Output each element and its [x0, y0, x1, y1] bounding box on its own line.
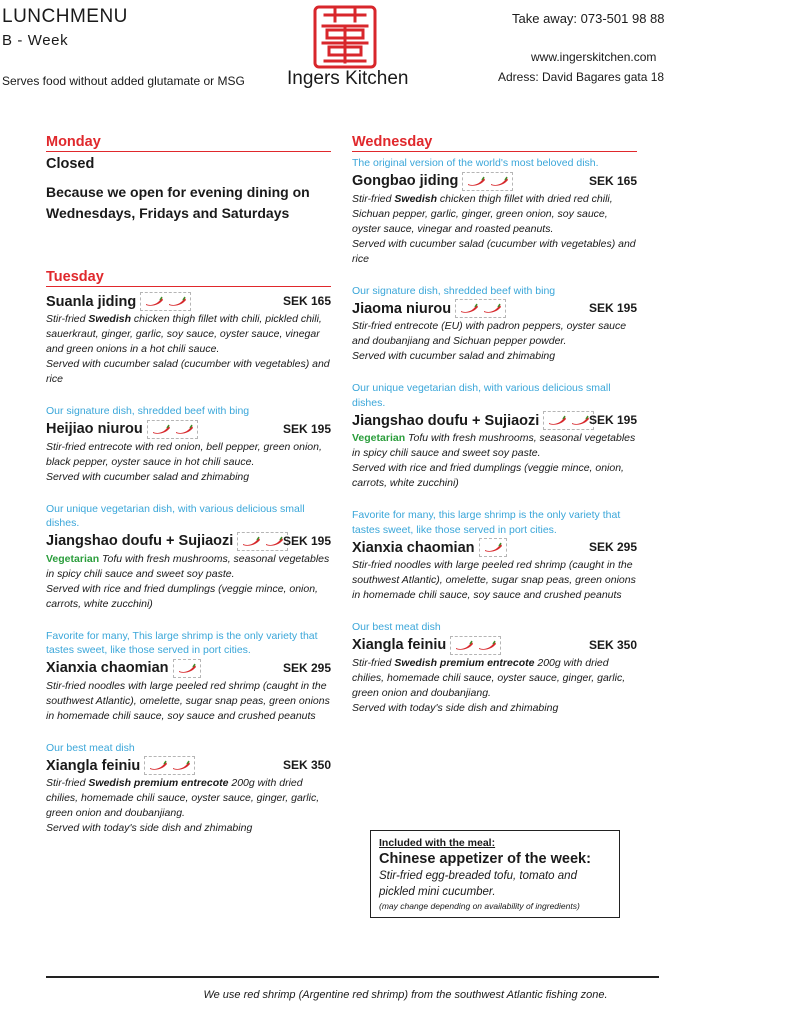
dish-header	[352, 635, 637, 656]
chili-icon	[547, 415, 567, 426]
msg-note: Serves food without added glutamate or MSG	[2, 74, 245, 88]
monday-note: Because we open for evening dining on Wednesdays, Fridays and Saturdays	[46, 184, 310, 221]
chili-icon	[177, 663, 197, 674]
dish-header	[46, 419, 331, 440]
dish-header	[352, 171, 637, 192]
day-heading-tuesday: Tuesday	[46, 269, 331, 287]
dish-tagline: Our unique vegetarian dish, with various delicious small dishes.	[352, 382, 611, 409]
address: Adress: David Bagares gata 18	[498, 70, 665, 84]
dish-price: SEK 165	[282, 294, 331, 308]
chili-icon	[459, 303, 479, 314]
dish-item	[46, 502, 331, 612]
dish-tagline: Our signature dish, shredded beef with bing	[352, 284, 556, 297]
dish-price: SEK 195	[282, 533, 331, 548]
dish-tagline: Favorite for many, this large shrimp is the only variety that tastes sweet, like those served in port cities.	[352, 509, 621, 536]
chili-icon	[241, 536, 261, 547]
spice-level	[144, 756, 195, 775]
dish-header	[46, 291, 331, 312]
dish-name: Suanla jiding	[46, 293, 137, 310]
dish-description: Stir-fried entrecote (EU) with padron peppers, oyster sauce and doubanjiang and Sichuan pepper powder. Served with cucumber salad and zhimabing	[352, 320, 627, 362]
chili-icon	[167, 296, 187, 307]
chili-icon	[454, 640, 474, 651]
chili-icon	[489, 176, 509, 187]
left-column	[46, 134, 331, 853]
spice-level	[455, 299, 506, 318]
dish-description: Vegetarian Tofu with fresh mushrooms, seasonal vegetables in spicy chili sauce and sweet soy paste. Served with rice and fried dumplings (veggie mince, onion, carrots, white zucchini)	[46, 552, 330, 610]
dish-name: Xianxia chaomian	[46, 660, 169, 676]
dish-price: SEK 350	[282, 758, 331, 772]
dish-description: Vegetarian Tofu with fresh mushrooms, seasonal vegetables in spicy chili sauce and sweet soy paste. Served with rice and fried dumplings (veggie mince, onion, carrots, white zucchini)	[352, 432, 636, 489]
dish-header	[352, 537, 637, 558]
dish-header	[352, 410, 637, 431]
spice-level	[479, 538, 507, 557]
day-heading-monday: Monday	[46, 134, 331, 152]
spice-level	[237, 532, 288, 551]
dish-name: Gongbao jiding	[352, 173, 459, 189]
included-label: Included with the meal:	[379, 837, 496, 849]
chili-icon	[148, 760, 168, 771]
dish-price: SEK 295	[588, 540, 637, 554]
dish-header	[46, 658, 331, 679]
dish-description: Stir-fried noodles with large peeled red shrimp (caught in the southwest Atlantic), omelette, sugar snap peas, green onions in homemade chili sauce, soy sauce and crushed peanuts	[352, 559, 636, 601]
dish-description: Stir-fried Swedish chicken thigh fillet with dried red chili, Sichuan pepper, garlic, ginger, green onion, soy sauce, oyster sauce, vinegar and roasted peanuts. Served with cucumber salad (cucumber with vegetables) and rice	[352, 192, 636, 265]
appetizer-note: (may change depending on availability of ingredients)	[379, 901, 580, 911]
chili-icon	[466, 176, 486, 187]
dish-price: SEK 195	[282, 421, 331, 436]
dish-price: SEK 295	[282, 660, 331, 675]
dish-item	[352, 381, 637, 491]
spice-level	[462, 172, 513, 191]
dish-tagline: Our unique vegetarian dish, with various delicious small dishes.	[46, 502, 305, 529]
dish-item	[352, 620, 637, 716]
dish-header	[46, 755, 331, 776]
vegetarian-label: Vegetarian	[352, 432, 406, 444]
dish-name: Heijiao niurou	[46, 421, 143, 437]
appetizer-description: Stir-fried egg-breaded tofu, tomato and pickled mini cucumber.	[379, 870, 577, 898]
dish-name: Xianxia chaomian	[352, 539, 475, 556]
dish-item	[46, 404, 331, 485]
dish-tagline: The original version of the world's most beloved dish.	[352, 157, 599, 169]
chili-icon	[483, 542, 503, 553]
dish-item	[352, 156, 637, 267]
spice-level	[173, 659, 201, 678]
dish-name: Jiangshao doufu + Sujiaozi	[46, 533, 234, 549]
chili-icon	[151, 424, 171, 435]
included-with-meal-box	[370, 830, 620, 918]
spice-level	[140, 292, 191, 311]
dish-name: Jiangshao doufu + Sujiaozi	[352, 412, 540, 429]
dish-name: Jiaoma niurou	[352, 300, 452, 317]
chili-icon	[264, 536, 284, 547]
dish-price: SEK 350	[588, 637, 637, 652]
chili-icon	[570, 415, 590, 426]
dish-tagline: Our best meat dish	[46, 741, 135, 754]
dish-price: SEK 195	[588, 413, 637, 427]
week-label: B - Week	[2, 32, 69, 49]
dish-tagline: Our best meat dish	[352, 621, 441, 633]
footer-note: We use red shrimp (Argentine red shrimp) from the southwest Atlantic fishing zone.	[203, 989, 608, 1001]
website: www.ingerskitchen.com	[531, 50, 657, 64]
menu-title: LUNCHMENU	[2, 6, 128, 27]
dish-item	[46, 629, 331, 724]
dish-name: Xiangla feiniu	[352, 637, 447, 653]
dish-item	[352, 284, 637, 365]
dish-price: SEK 195	[588, 301, 637, 315]
takeaway-phone: Take away: 073-501 98 88	[512, 11, 665, 26]
dish-name: Xiangla feiniu	[46, 757, 141, 774]
dish-header	[352, 298, 637, 319]
chili-icon	[482, 303, 502, 314]
chili-icon	[477, 640, 497, 651]
dish-tagline: Our signature dish, shredded beef with bing	[46, 405, 250, 417]
dish-description: Stir-fried Swedish premium entrecote 200g with dried chilies, homemade chili sauce, oyster sauce, ginger, garlic, green onion and doubanjiang. Served with today's side dish and zhimabing	[46, 777, 320, 834]
dish-description: Stir-fried Swedish chicken thigh fillet with chili, pickled chili, sauerkraut, ginger, garlic, soy sauce, oyster sauce, vinegar and green onions in a hot chili sauce. Served with cucumber salad (cucumber with vegetables) and rice	[46, 313, 330, 385]
restaurant-name: Ingers Kitchen	[287, 68, 409, 89]
chili-icon	[171, 760, 191, 771]
right-column	[352, 134, 637, 733]
chinese-character-seal-logo	[313, 5, 377, 69]
dish-description: Stir-fried Swedish premium entrecote 200g with dried chilies, homemade chili sauce, oyster sauce, ginger, garlic, green onion and doubanjiang. Served with today's side dish and zhimabing	[352, 656, 626, 714]
dish-item	[352, 508, 637, 603]
dish-price: SEK 165	[588, 173, 637, 188]
monday-status: Closed	[46, 156, 95, 172]
dish-description: Stir-fried entrecote with red onion, bell pepper, green onion, black pepper, oyster sauce in hot chili sauce. Served with cucumber salad and zhimabing	[46, 440, 322, 483]
dish-tagline: Favorite for many, This large shrimp is the only variety that tastes sweet, like those served in port cities.	[46, 629, 318, 656]
footer-divider	[46, 976, 659, 978]
dish-item	[46, 741, 331, 837]
spice-level	[543, 411, 594, 430]
dish-header	[46, 531, 331, 552]
vegetarian-label: Vegetarian	[46, 552, 100, 565]
spice-level	[450, 636, 501, 655]
chili-icon	[144, 296, 164, 307]
dish-description: Stir-fried noodles with large peeled red shrimp (caught in the southwest Atlantic), omelette, sugar snap peas, green onions in homemade chili sauce, soy sauce and crushed peanuts	[46, 679, 330, 722]
spice-level	[147, 420, 198, 439]
chili-icon	[174, 424, 194, 435]
dish-item	[46, 291, 331, 387]
appetizer-title: Chinese appetizer of the week:	[379, 851, 591, 867]
day-heading-wednesday: Wednesday	[352, 134, 637, 152]
